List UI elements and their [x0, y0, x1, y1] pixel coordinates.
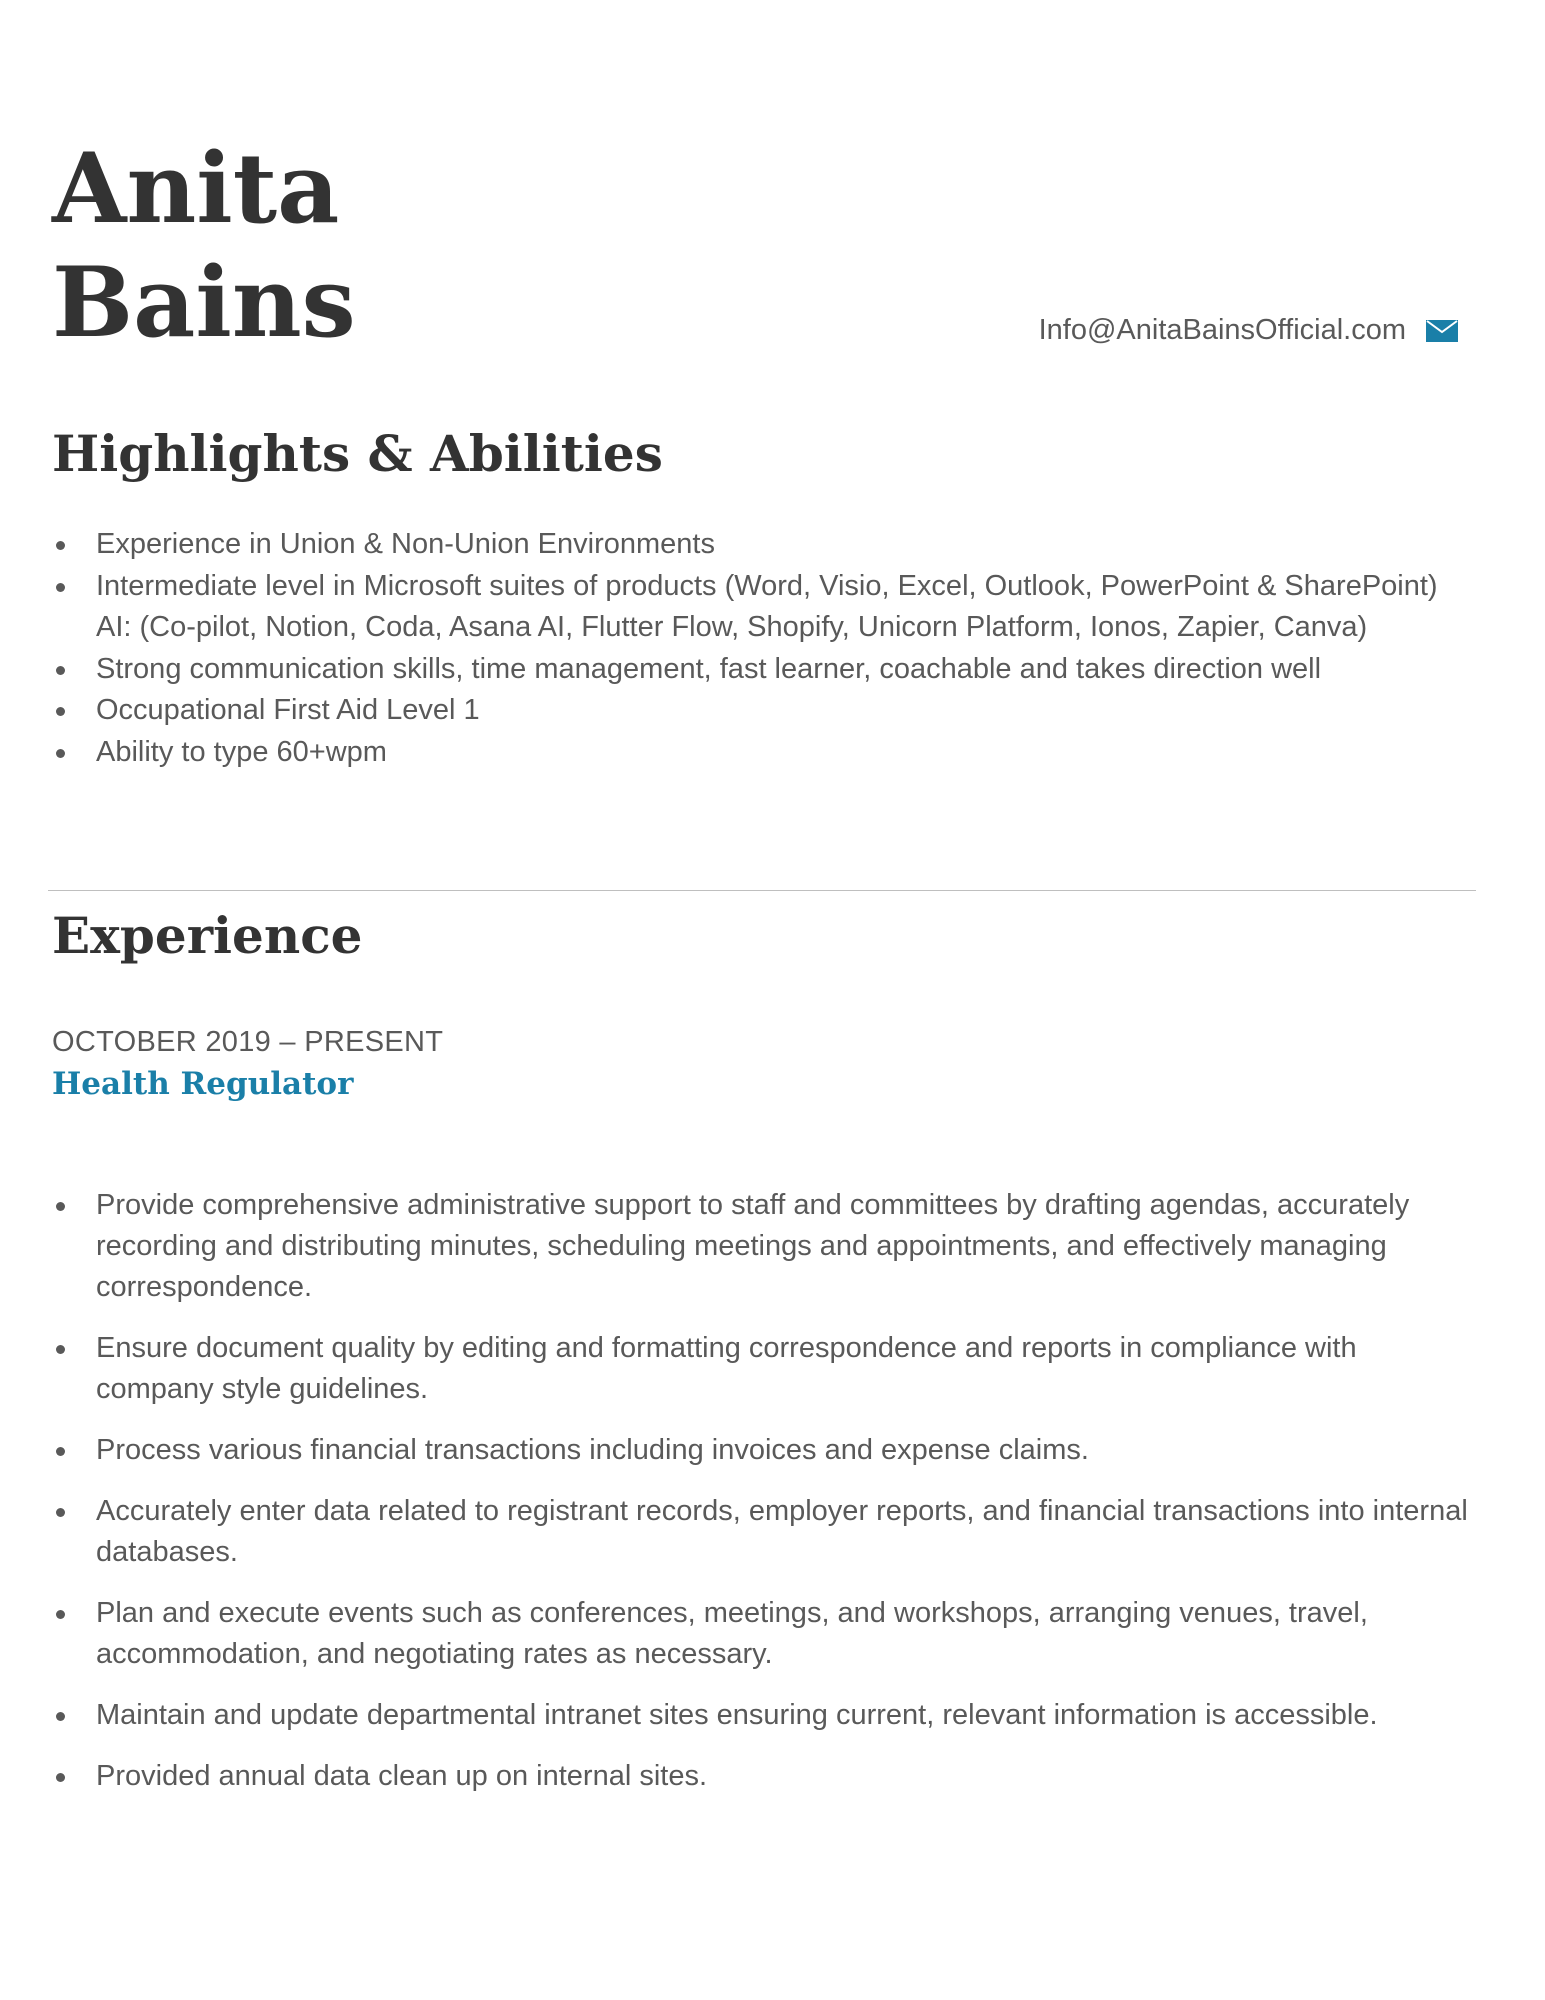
- list-item: Strong communication skills, time management, fast learner, coachable and takes direction well: [52, 649, 1472, 691]
- list-item: Ensure document quality by editing and formatting correspondence and reports in compliance with company style guidelines.: [52, 1328, 1472, 1410]
- list-item: Experience in Union & Non-Union Environments: [52, 524, 1472, 566]
- list-item: Process various financial transactions including invoices and expense claims.: [52, 1430, 1472, 1471]
- last-name: Bains: [52, 246, 356, 359]
- email-address[interactable]: Info@AnitaBainsOfficial.com: [1038, 314, 1406, 346]
- list-item: Provide comprehensive administrative support to staff and committees by drafting agendas, accurately recording and distributing minutes, scheduling meetings and appointments, and effectively managing correspondence.: [52, 1185, 1472, 1308]
- section-divider: [48, 890, 1476, 891]
- experience-heading: Experience: [52, 906, 363, 965]
- envelope-icon: [1426, 320, 1458, 342]
- candidate-name: [52, 132, 356, 360]
- list-item: Provided annual data clean up on internal sites.: [52, 1756, 1472, 1797]
- list-item: Occupational First Aid Level 1: [52, 690, 1472, 732]
- list-item: Intermediate level in Microsoft suites of products (Word, Visio, Excel, Outlook, PowerPoint & SharePoint) AI: (Co-pilot, Notion, Coda, Asana AI, Flutter Flow, Shopify, Unicorn Platform, Ionos, Zapier, Canva): [52, 566, 1472, 649]
- contact-info: [1039, 314, 1458, 347]
- highlights-heading: Highlights & Abilities: [52, 424, 663, 483]
- job-duties-list: [52, 1185, 1472, 1817]
- first-name: Anita: [52, 132, 340, 245]
- list-item: Accurately enter data related to registrant records, employer reports, and financial transactions into internal databases.: [52, 1491, 1472, 1573]
- list-item: Ability to type 60+wpm: [52, 732, 1472, 774]
- list-item: Plan and execute events such as conferences, meetings, and workshops, arranging venues, travel, accommodation, and negotiating rates as necessary.: [52, 1593, 1472, 1675]
- job-dates: OCTOBER 2019 – PRESENT: [52, 1026, 444, 1058]
- job-title: Health Regulator: [52, 1066, 354, 1102]
- highlights-list: [52, 524, 1472, 773]
- list-item: Maintain and update departmental intranet sites ensuring current, relevant information is accessible.: [52, 1695, 1472, 1736]
